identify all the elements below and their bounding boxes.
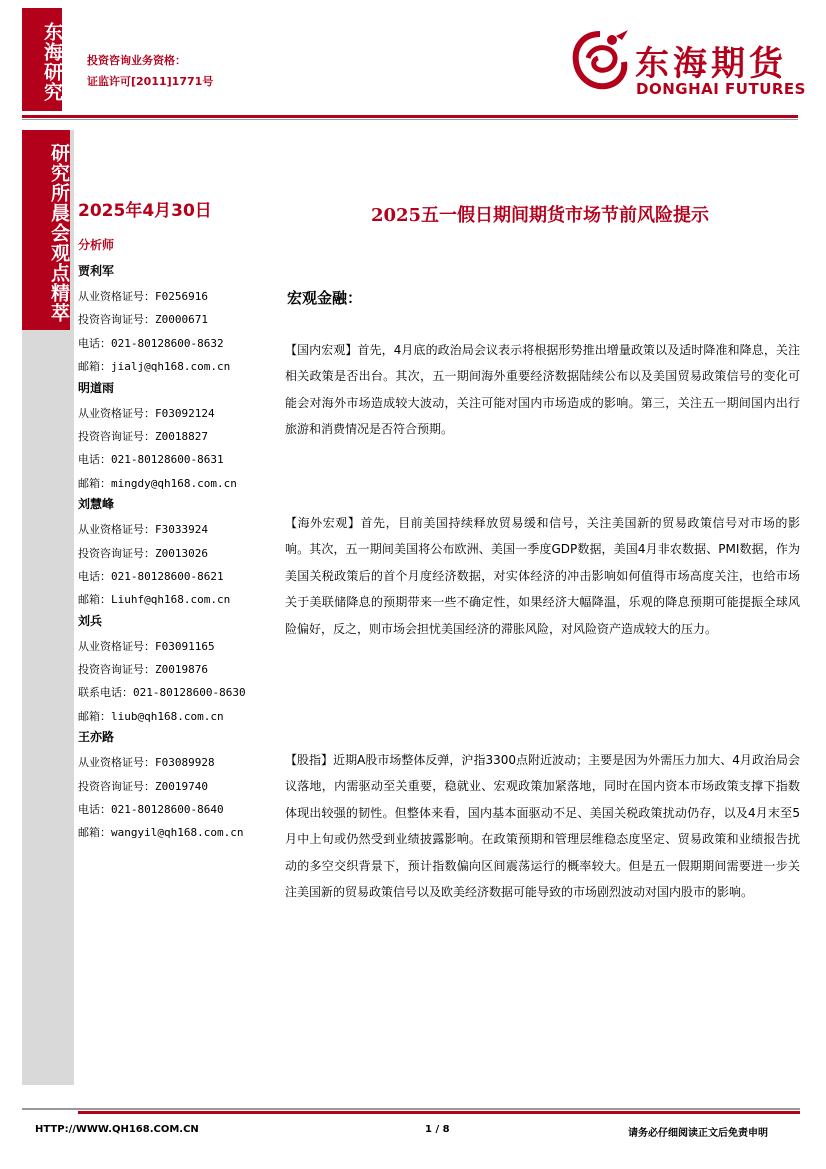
phone-number: 电话：021-80128600-8631 [78, 453, 224, 467]
phone-number: 电话：021-80128600-8621 [78, 569, 224, 583]
footer-url[interactable]: HTTP://WWW.QH168.COM.CN [35, 1124, 199, 1135]
paragraph-stock-index: 【股指】近期A股市场整体反弹，沪指3300点附近波动；主要是因为外需压力加大、4月政治局会议落地，内需驱动至关重要，稳就业、宏观政策加紧落地，同时在国内资本市场政策支撑下指数体现出较强的韧性。但整体来看，国内基本面驱动不足、美国关税政策扰动仍存，以及4月末至5月中上旬或仍然受到业绩披露影响。在政策预期和管理层维稳态度坚定、贸易政策和业绩报告扰动的多空交织背景下，预计指数偏向区间震荡运行的概率较大。但是五一假期期间需要进一步关注美国新的贸易政策信号以及欧美经济数据可能导致的市场剧烈波动对国内股市的影响。 [285, 753, 800, 900]
analyst-entry [78, 728, 278, 845]
qualification-number: 从业资格证号：F03092124 [78, 406, 215, 420]
advisory-number: 投资咨询证号：Z0019740 [78, 779, 208, 793]
email-address: 邮箱：jialj@qh168.com.cn [78, 360, 231, 374]
advisory-number: 投资咨询证号：Z0018827 [78, 429, 208, 443]
report-date: 2025年4月30日 [78, 201, 212, 221]
paragraph-overseas-macro: 【海外宏观】首先，目前美国持续释放贸易缓和信号，关注美国新的贸易政策信号对市场的影响。其次，五一期间美国将公布欧洲、美国一季度GDP数据，美国4月非农数据、PMI数据，作为美国关税政策后的首个月度经济数据，对实体经济的冲击影响如何值得市场高度关注，也给市场关于美联储降息的预期带来一些不确定性，如果经济大幅降温，乐观的降息预期可能提振全球风险偏好，反之，则市场会担忧美国经济的滞胀风险，对风险资产造成较大的压力。 [285, 516, 800, 636]
logo-english: DONGHAI FUTURES [636, 80, 806, 98]
dragon-logo-icon [568, 28, 632, 98]
report-title: 2025五一假日期间期货市场节前风险提示 [370, 205, 710, 226]
analyst-name: 刘兵 [78, 613, 103, 628]
qualification-number: 从业资格证号：F0256916 [78, 290, 208, 303]
qualification-number: 从业资格证号：F03089928 [78, 756, 215, 770]
phone-number: 电话：021-80128600-8632 [78, 336, 224, 350]
advisory-number: 投资咨询证号：Z0000671 [78, 313, 208, 327]
qualification-number: 从业资格证号：F03091165 [78, 639, 215, 653]
section-heading-macro: 宏观金融： [287, 289, 363, 307]
header-divider-thin [22, 119, 798, 120]
qualification-number: 从业资格证号：F3033924 [78, 523, 208, 537]
email-address: 邮箱：mingdy@qh168.com.cn [78, 476, 237, 490]
analyst-list [78, 262, 278, 845]
footer-divider-red [78, 1111, 800, 1114]
analyst-name: 王亦路 [78, 730, 115, 745]
analyst-name: 明道雨 [78, 380, 115, 395]
advisory-number: 投资咨询证号：Z0019876 [78, 663, 208, 677]
license-line-1: 投资咨询业务资格： [87, 54, 186, 67]
page-number: 1 / 8 [425, 1124, 450, 1135]
license-info [87, 50, 213, 92]
logo-chinese: 东海期货 [635, 44, 787, 84]
analyst-label: 分析师 [78, 238, 115, 252]
sidebar-label: 研究所晨会观点精萃 [22, 130, 70, 330]
advisory-number: 投资咨询证号：Z0013026 [78, 546, 208, 560]
email-address: 邮箱：Liuhf@qh168.com.cn [78, 593, 231, 607]
analyst-name: 贾利军 [78, 264, 115, 278]
email-address: 邮箱：liub@qh168.com.cn [78, 709, 224, 723]
analyst-entry [78, 495, 278, 612]
analyst-entry [78, 379, 278, 496]
footer-disclaimer: 请务必仔细阅读正文后免责申明 [628, 1128, 768, 1139]
header-divider [22, 115, 798, 118]
footer-divider [22, 1108, 800, 1110]
phone-number: 电话：021-80128600-8640 [78, 803, 224, 817]
email-address: 邮箱：wangyil@qh168.com.cn [78, 826, 244, 840]
donghai-logo [540, 28, 806, 98]
paragraph-domestic-macro: 【国内宏观】首先，4月底的政治局会议表示将根据形势推出增量政策以及适时降准和降息，关注相关政策是否出台。其次，五一期间海外重要经济数据陆续公布以及美国贸易政策信号的变化可能会对海外市场造成较大波动，关注可能对国内市场造成的影响。第三，关注五一期间国内出行旅游和消费情况是否符合预期。 [285, 343, 800, 437]
analyst-entry [78, 262, 278, 379]
phone-number: 联系电话：021-80128600-8630 [78, 686, 246, 700]
analyst-name: 刘慧峰 [78, 497, 115, 512]
license-line-2: 证监许可[2011]1771号 [87, 75, 214, 88]
research-badge: 东海研究 [22, 8, 62, 111]
analyst-entry [78, 612, 278, 729]
